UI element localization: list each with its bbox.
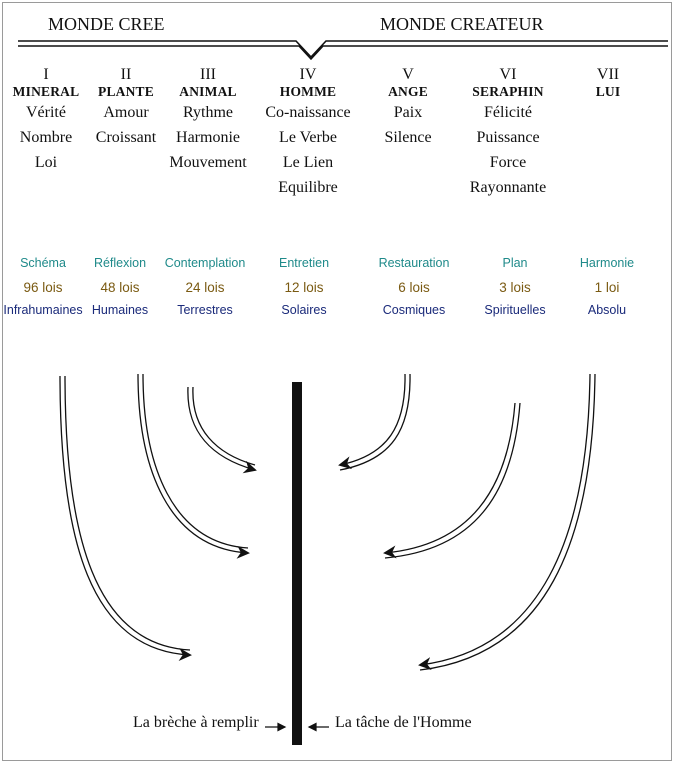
column-name: LUI bbox=[595, 84, 621, 99]
column-quality: Amour bbox=[103, 104, 149, 121]
arrow-ange bbox=[340, 374, 410, 470]
law-count: 1 loi bbox=[594, 280, 620, 295]
law-realm: Spirituelles bbox=[484, 303, 546, 317]
header-rule bbox=[18, 41, 668, 59]
law-attribute: Restauration bbox=[378, 256, 450, 270]
column-quality: Paix bbox=[393, 104, 423, 121]
law-realm: Cosmiques bbox=[382, 303, 446, 317]
law-count: 24 lois bbox=[185, 280, 225, 295]
law-realm: Humaines bbox=[91, 303, 149, 317]
law-attribute: Contemplation bbox=[164, 256, 246, 270]
column-ange bbox=[384, 66, 431, 150]
law-realm: Solaires bbox=[281, 303, 327, 317]
column-quality: Puissance bbox=[476, 129, 540, 146]
law-block-homme bbox=[279, 256, 329, 318]
column-homme bbox=[265, 66, 350, 200]
column-numeral: V bbox=[402, 66, 414, 83]
arrow-seraphin bbox=[385, 403, 520, 558]
column-name: PLANTE bbox=[98, 84, 154, 99]
column-numeral: I bbox=[43, 66, 49, 83]
column-quality: Harmonie bbox=[176, 129, 240, 146]
law-realm: Absolu bbox=[587, 303, 627, 317]
column-quality: Croissant bbox=[95, 129, 157, 146]
central-bar bbox=[292, 382, 302, 745]
column-quality: Loi bbox=[34, 154, 58, 171]
created-world-title: MONDE CREE bbox=[48, 14, 165, 34]
column-name: HOMME bbox=[279, 84, 337, 99]
creator-world-title: MONDE CREATEUR bbox=[380, 14, 544, 34]
column-lui bbox=[596, 66, 621, 100]
gap-label: La brèche à remplir bbox=[133, 714, 259, 731]
column-name: MINERAL bbox=[12, 84, 80, 99]
column-numeral: VII bbox=[596, 66, 620, 83]
law-count: 48 lois bbox=[100, 280, 140, 295]
column-animal bbox=[169, 66, 246, 175]
law-realm: Terrestres bbox=[177, 303, 233, 317]
column-plante bbox=[96, 66, 156, 150]
law-block-lui bbox=[580, 256, 634, 318]
column-numeral: III bbox=[200, 66, 216, 83]
pointer-left-arrow bbox=[265, 724, 285, 731]
law-block-animal bbox=[165, 256, 246, 318]
law-block-ange bbox=[379, 256, 450, 318]
law-block-plante bbox=[92, 256, 148, 318]
law-count: 96 lois bbox=[23, 280, 63, 295]
law-attribute: Schéma bbox=[20, 256, 66, 270]
column-numeral: IV bbox=[299, 66, 317, 83]
column-seraphin bbox=[470, 66, 546, 200]
task-label: La tâche de l'Homme bbox=[335, 714, 472, 731]
column-quality: Rayonnante bbox=[469, 179, 547, 196]
law-block-seraphin bbox=[484, 256, 545, 318]
column-mineral bbox=[13, 66, 80, 175]
law-attribute: Entretien bbox=[278, 256, 330, 270]
column-quality: Equilibre bbox=[278, 179, 338, 196]
column-quality: Silence bbox=[384, 129, 432, 146]
law-attribute: Harmonie bbox=[579, 256, 635, 270]
law-attribute: Réflexion bbox=[93, 256, 147, 270]
law-count: 12 lois bbox=[284, 280, 324, 295]
law-block-mineral bbox=[3, 256, 82, 318]
column-quality: Le Verbe bbox=[279, 129, 337, 146]
column-quality: Félicité bbox=[484, 104, 532, 121]
column-quality: Vérité bbox=[26, 104, 66, 121]
column-quality: Mouvement bbox=[169, 154, 247, 171]
law-attribute: Plan bbox=[502, 256, 528, 270]
column-name: SERAPHIN bbox=[472, 84, 544, 99]
pointer-right-arrow bbox=[309, 724, 329, 731]
column-quality: Nombre bbox=[19, 129, 73, 146]
arrow-lui bbox=[420, 374, 595, 670]
column-quality: Co-naissance bbox=[265, 104, 351, 121]
column-quality: Le Lien bbox=[282, 154, 334, 171]
column-quality: Rythme bbox=[182, 104, 234, 121]
column-name: ANGE bbox=[388, 84, 428, 99]
law-realm: Infrahumaines bbox=[3, 303, 83, 317]
column-numeral: VI bbox=[499, 66, 517, 83]
arrow-animal bbox=[188, 387, 255, 470]
arrow-mineral bbox=[60, 376, 190, 655]
column-name: ANIMAL bbox=[179, 84, 237, 99]
column-quality: Force bbox=[489, 154, 527, 171]
law-count: 3 lois bbox=[499, 280, 531, 295]
law-count: 6 lois bbox=[398, 280, 430, 295]
column-numeral: II bbox=[120, 66, 132, 83]
